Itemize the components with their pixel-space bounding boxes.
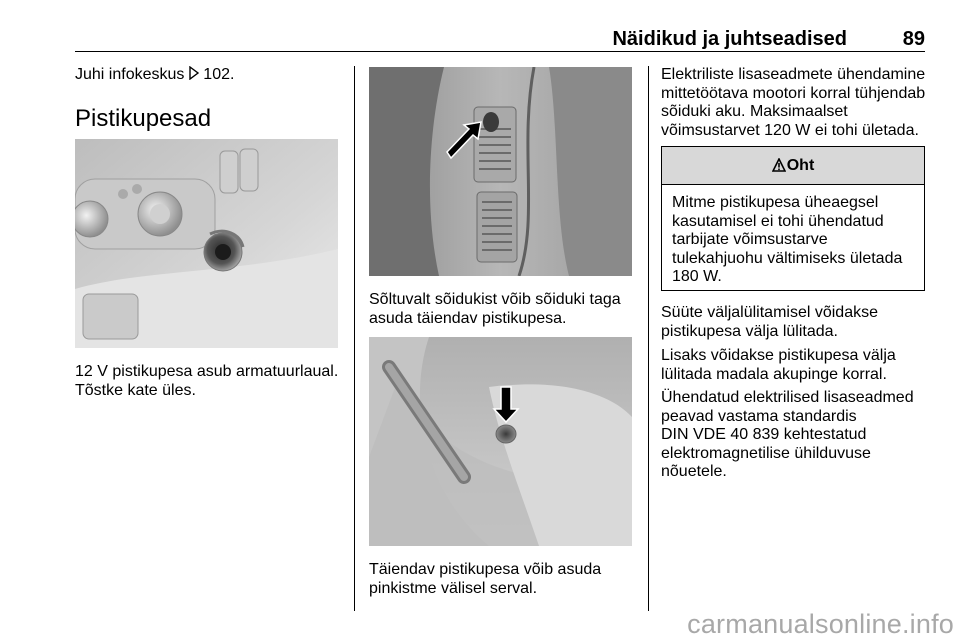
intro-paragraph: Elektriliste lisaseadmete ühendamine mittetöötava mootori korral tühjendab sõiduki aku. Maksimaalset võimsustarvet 120 W ei tohi ületada.: [661, 66, 926, 139]
rear-socket-image: [369, 67, 632, 276]
page-number: 89: [902, 28, 925, 50]
reference-text: Juhi infokeskus: [75, 66, 185, 83]
warning-box: [661, 146, 925, 291]
column-divider-2: [648, 66, 649, 611]
warning-header: [662, 147, 924, 185]
warning-body: Mitme pistikupesa üheaegsel kasutamisel ei tohi ühendatud tarbijate võimsustarve tulekahjuohu vältimiseks ületada 180 W.: [672, 194, 903, 285]
ignition-off-paragraph: Süüte väljalülitamisel võidakse pistikupesa välja lülitada.: [661, 304, 878, 340]
reference-line: [75, 66, 234, 86]
page-header: [75, 26, 925, 52]
page-ref-arrow-icon: [189, 66, 199, 86]
reference-page[interactable]: 102.: [203, 66, 235, 83]
section-heading: Pistikupesad: [75, 105, 212, 132]
rear-socket-caption: Sõltuvalt sõidukist võib sõiduki taga asuda täiendav pistikupesa.: [369, 291, 621, 327]
standards-paragraph: Ühendatud elektrilised lisaseadmed peavad vastama standardis DIN VDE 40 839 kehtestatud elektromagnetilise ühilduvuse nõuetele.: [661, 389, 914, 480]
dashboard-socket-caption: 12 V pistikupesa asub armatuurlaual. Tõstke kate üles.: [75, 363, 339, 399]
header-title: Näidikud ja juhtseadised: [612, 28, 847, 50]
dashboard-socket-image: [75, 139, 338, 348]
warning-triangle-icon: [772, 148, 786, 186]
seat-socket-caption: Täiendav pistikupesa võib asuda pinkistme välisel serval.: [369, 561, 602, 597]
seat-socket-image: [369, 337, 632, 546]
watermark: carmanualsonline.info: [687, 609, 954, 639]
warning-title: Oht: [786, 157, 815, 174]
low-battery-paragraph: Lisaks võidakse pistikupesa välja lülitada madala akupinge korral.: [661, 347, 896, 383]
column-divider-1: [354, 66, 355, 611]
